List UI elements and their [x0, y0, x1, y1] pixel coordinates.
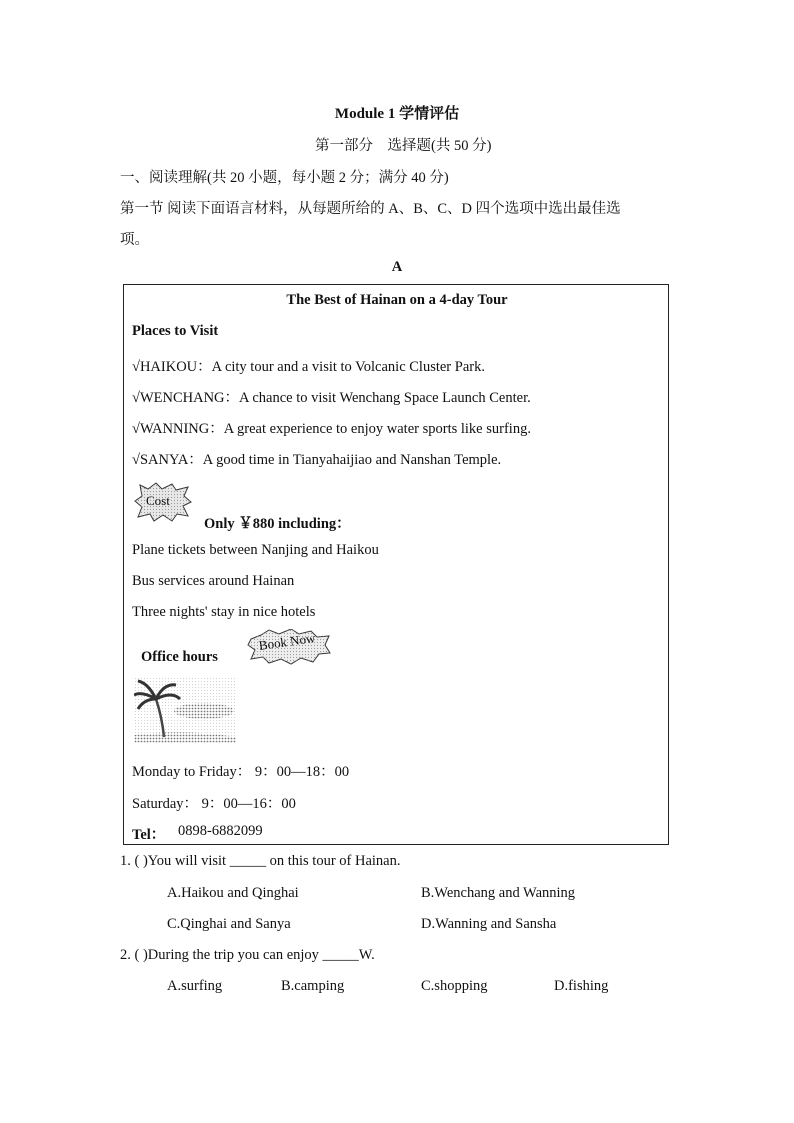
passage-label: A: [391, 259, 403, 275]
section-heading: 一、阅读理解(共 20 小题，每小题 2 分；满分 40 分): [120, 170, 449, 186]
place-wenchang: √WENCHANG：A chance to visit Wenchang Space Launch Center.: [132, 390, 531, 406]
include-plane: Plane tickets between Nanjing and Haikou: [132, 542, 379, 558]
page-title: Module 1 学情评估: [334, 106, 460, 122]
question-2-option-d: D.fishing: [554, 978, 609, 994]
ad-title: The Best of Hainan on a 4-day Tour: [286, 292, 508, 308]
include-hotel: Three nights' stay in nice hotels: [132, 604, 316, 620]
cost-badge-label: Cost: [146, 493, 170, 508]
hours-weekday: Monday to Friday： 9：00—18：00: [132, 764, 350, 780]
question-2-option-b: B.camping: [281, 978, 345, 994]
place-haikou: √HAIKOU：A city tour and a visit to Volcanic Cluster Park.: [132, 359, 485, 375]
instruction-line-1: 第一节 阅读下面语言材料，从每题所给的 A、B、C、D 四个选项中选出最佳选: [120, 201, 621, 217]
question-2-option-a: A.surfing: [167, 978, 223, 994]
instruction-line-2: 项。: [120, 232, 149, 248]
hours-saturday: Saturday： 9：00—16：00: [132, 796, 296, 812]
question-1-option-a: A.Haikou and Qinghai: [167, 885, 299, 901]
tel-value: 0898-6882099: [178, 823, 263, 839]
include-bus: Bus services around Hainan: [132, 573, 295, 589]
question-1-option-c: C.Qinghai and Sanya: [167, 916, 291, 932]
book-now-badge-label: Book Now: [257, 630, 317, 653]
question-2-stem: 2. ( )During the trip you can enjoy _____W.: [120, 947, 375, 963]
tel-label: Tel：: [132, 827, 166, 843]
question-2-option-c: C.shopping: [421, 978, 488, 994]
place-wanning: √WANNING：A great experience to enjoy water sports like surfing.: [132, 421, 531, 437]
price-line: Only ￥880 including：: [204, 516, 351, 532]
ad-box: [123, 284, 669, 845]
places-heading: Places to Visit: [132, 323, 219, 339]
question-1-option-b: B.Wenchang and Wanning: [421, 885, 576, 901]
question-1-stem: 1. ( )You will visit _____ on this tour of Hainan.: [120, 853, 401, 869]
question-1-option-d: D.Wanning and Sansha: [421, 916, 557, 932]
place-sanya: √SANYA：A good time in Tianyahaijiao and Nanshan Temple.: [132, 452, 502, 468]
office-hours-heading: Office hours: [141, 649, 218, 665]
part-heading: 第一部分 选择题(共 50 分): [315, 138, 492, 154]
palm-beach-image-icon: [134, 677, 236, 743]
